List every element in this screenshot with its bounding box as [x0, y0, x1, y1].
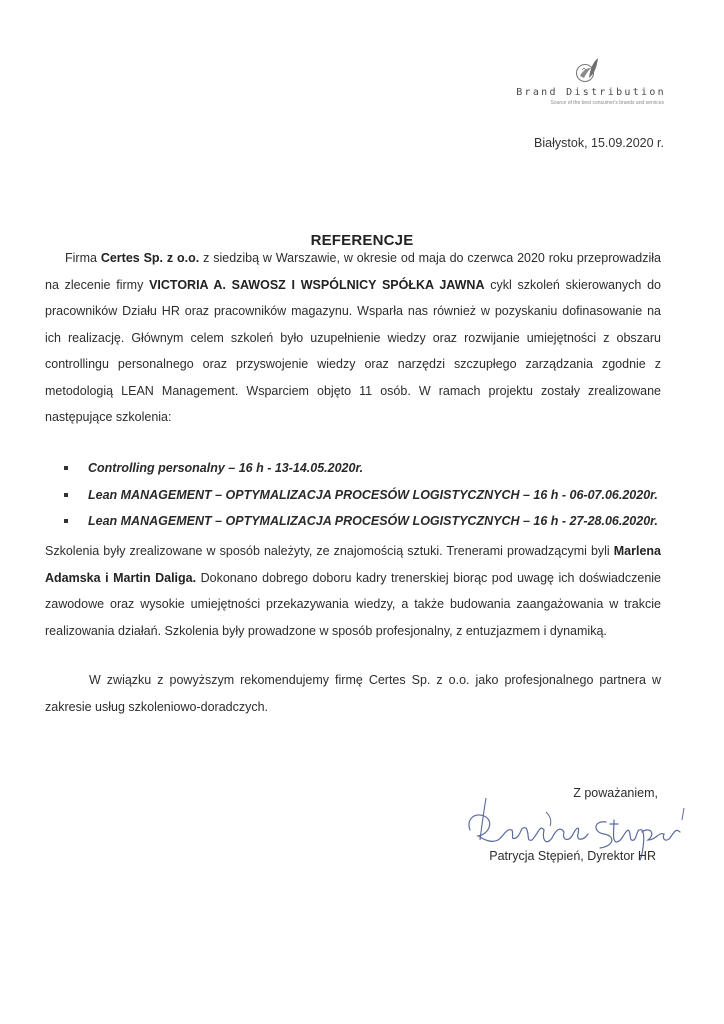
recommendation-paragraph — [45, 667, 661, 720]
trainer-names: Marlena Adamska i Martin Daliga. — [45, 544, 661, 585]
training-label: Controlling personalny – 16 h - 13-14.05.2020r. — [88, 461, 364, 475]
intro-text-2: z siedzibą w Warszawie, w okresie od maja do czerwca 2020 roku przeprowadziła na zlecenie firmy — [45, 251, 661, 292]
list-item — [64, 455, 664, 482]
client-company-name: VICTORIA A. SAWOSZ I WSPÓLNICY SPÓŁKA JAWNA — [149, 277, 485, 292]
trainer-company-name: Certes Sp. z o.o. — [100, 251, 200, 265]
closing-salutation: Z poważaniem, — [573, 786, 658, 800]
trainings-list — [64, 455, 664, 535]
assessment-text-2: Dokonano dobrego doboru kadry trenerskiej biorąc pod uwagę ich doświadczenie zawodowe oraz wysokie umiejętności przekazywania wiedzy, a także budowania zaangażowania w trakcie realizowania działań. Szkolenia były prowadzone w sposób profesjonalny, z entuzjazmem i dynamiką. — [45, 570, 662, 638]
list-item — [64, 482, 664, 509]
bird-feather-logo-icon — [574, 56, 600, 86]
training-label: Lean MANAGEMENT – OPTYMALIZACJA PROCESÓW LOGISTYCZNYCH – 16 h - 27-28.06.2020r. — [88, 514, 658, 528]
company-tagline: Source of the best consumer's brands and services — [550, 100, 664, 106]
list-item — [64, 508, 664, 535]
assessment-text-1: Szkolenia były zrealizowane w sposób należyty, ze znajomością sztuki. Trenerami prowadzącymi byli — [45, 544, 614, 558]
bullet-icon — [64, 466, 68, 470]
intro-text-3: cykl szkoleń skierowanych do pracowników Działu HR oraz pracowników magazynu. Wsparła nas również w pozyskaniu dofinasowanie na ich realizację. Głównym celem szkoleń było uzupełnienie wiedzy oraz rozwijanie umiejętności z obszaru controllingu personalnego oraz przyswojenie wiedzy oraz narzędzi szczupłego zarządzania zgodnie z metodologią LEAN Management. Wsparciem objęto 11 osób. W ramach projektu zostały zrealizowane następujące szkolenia: — [45, 277, 661, 424]
intro-text-1: Firma — [65, 251, 101, 265]
intro-paragraph — [45, 245, 661, 431]
place-and-date: Białystok, 15.09.2020 r. — [534, 136, 664, 150]
bullet-icon — [64, 519, 68, 523]
assessment-paragraph — [45, 538, 661, 644]
company-name: Brand Distribution — [516, 87, 666, 98]
recommendation-text: W związku z powyższym rekomendujemy firmę Certes Sp. z o.o. jako profesjonalnego partnera w zakresie usług szkoleniowo-doradczych. — [45, 673, 661, 714]
document-title: REFERENCJE — [310, 232, 414, 249]
bullet-icon — [64, 493, 68, 497]
training-label: Lean MANAGEMENT – OPTYMALIZACJA PROCESÓW LOGISTYCZNYCH – 16 h - 06-07.06.2020r. — [88, 487, 658, 502]
signer-name-title: Patrycja Stępień, Dyrektor HR — [489, 849, 656, 863]
